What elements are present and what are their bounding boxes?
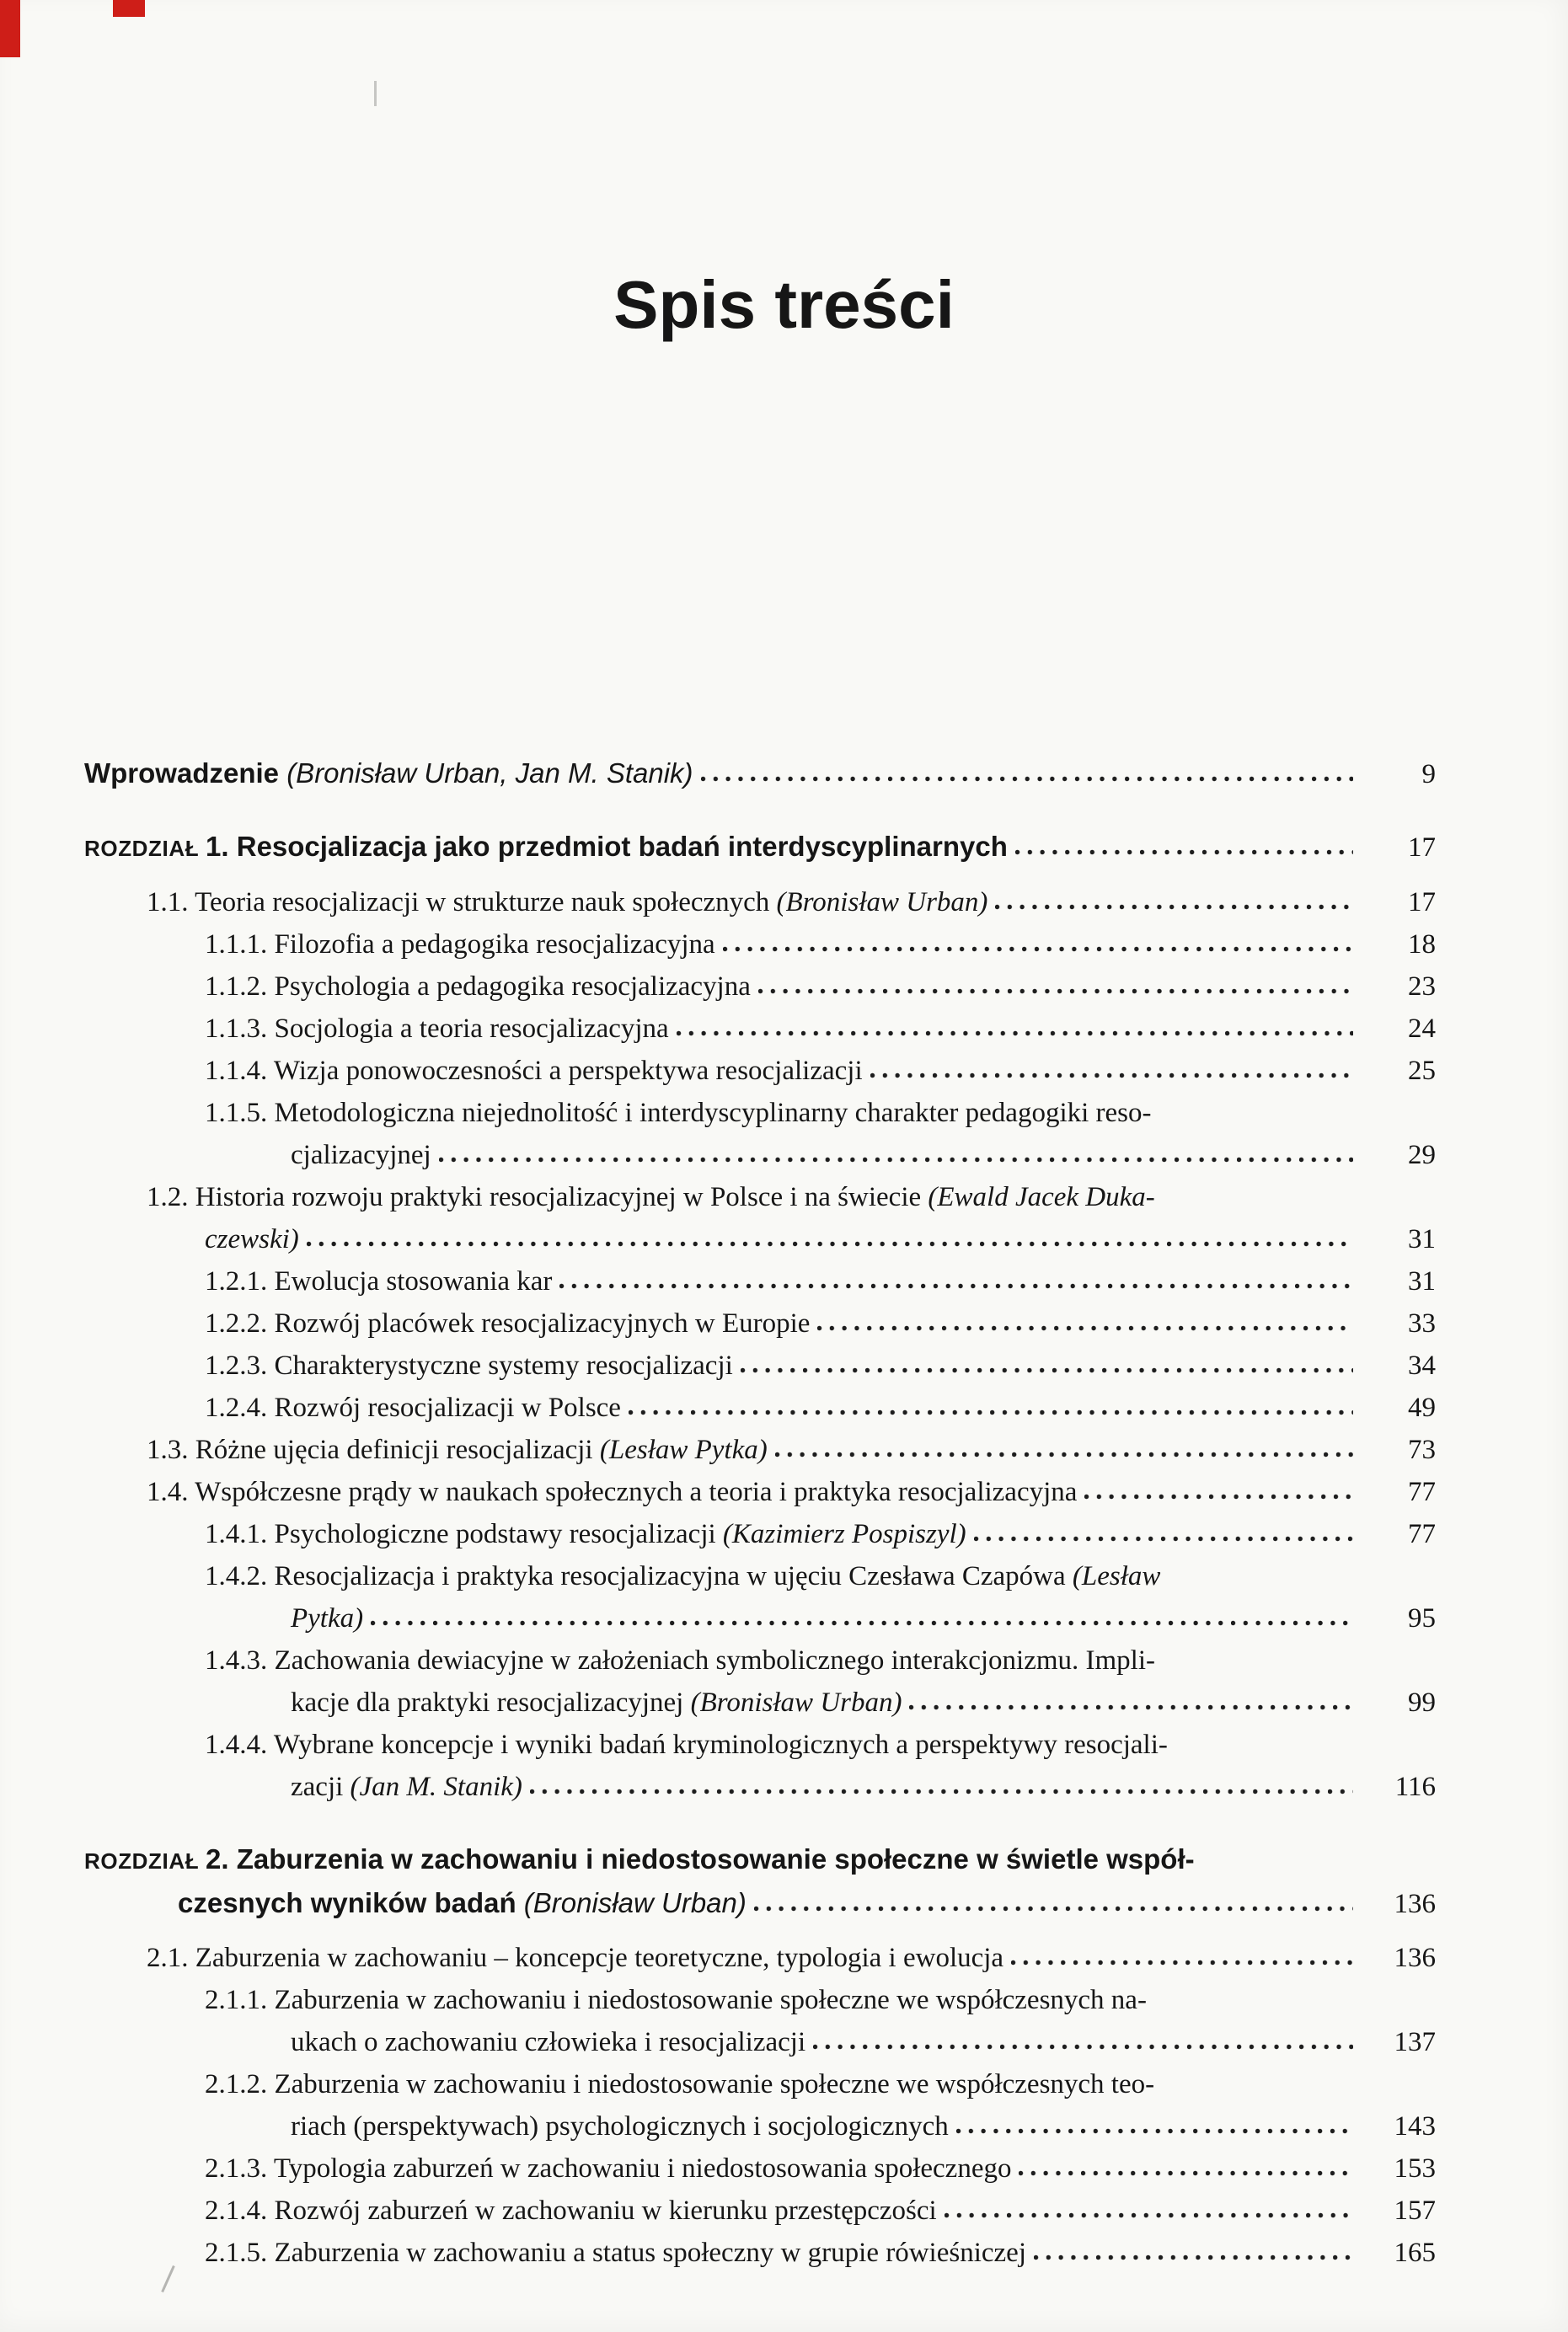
toc-row (84, 965, 1436, 1008)
page-number: 33 (1408, 1308, 1436, 1339)
toc-row (84, 1882, 1436, 1925)
toc-label: 2.1.1. Zaburzenia w zachowaniu i niedostosowanie społeczne we współczesnych na- (205, 1985, 1147, 2015)
dot-leader (439, 1157, 1353, 1163)
toc-row (84, 1387, 1436, 1429)
toc-label: 1.3. Różne ujęcia definicji resocjalizacji (147, 1435, 600, 1465)
toc-text (84, 1838, 1195, 1882)
toc-row (84, 1597, 1436, 1639)
toc-label: 1.4.2. Resocjalizacja i praktyka resocjalizacyjna w ujęciu Czesława Czapówa (205, 1561, 1073, 1591)
page-number: 136 (1394, 1943, 1436, 1973)
scan-artifact-tick (374, 81, 377, 106)
toc-entry-2-1-2 (84, 2063, 1436, 2147)
toc-label: 1. Resocjalizacja jako przedmiot badań interdyscyplinarnych (206, 831, 1008, 862)
dot-leader (723, 946, 1353, 952)
toc-row (84, 2105, 1436, 2147)
toc-label: 1.2.3. Charakterystyczne systemy resocjalizacji (205, 1351, 733, 1381)
toc-author: (Bronisław Urban) (776, 887, 988, 917)
toc-label: 1.1.4. Wizja ponowoczesności a perspektywa resocjalizacji (205, 1056, 863, 1086)
dot-leader (677, 1030, 1353, 1036)
dot-leader (741, 1367, 1353, 1373)
toc-label: 2.1. Zaburzenia w zachowaniu – koncepcje teoretyczne, typologia i ewolucja (147, 1943, 1004, 1973)
toc-label: 1.1. Teoria resocjalizacji w strukturze nauk społecznych (147, 887, 777, 917)
toc-entry-1-4-4 (84, 1724, 1436, 1808)
toc-text (205, 2190, 937, 2232)
page-number: 34 (1408, 1351, 1436, 1381)
page-number: 23 (1408, 971, 1436, 1002)
page-number: 18 (1408, 929, 1436, 960)
toc-row (84, 1260, 1436, 1302)
toc-entry-1-4-1 (84, 1513, 1436, 1555)
toc-text (205, 965, 751, 1008)
dot-leader (1011, 1960, 1353, 1966)
toc-text (205, 923, 715, 965)
dot-leader (775, 1452, 1353, 1458)
toc-entry-1-1-2 (84, 965, 1436, 1008)
toc-row (84, 1345, 1436, 1387)
dot-leader (945, 2212, 1353, 2218)
toc-entry-1-2-4 (84, 1387, 1436, 1429)
toc-text (84, 752, 693, 795)
toc-entry-2-1 (84, 1937, 1436, 1979)
toc-text (205, 1724, 1168, 1766)
toc-row (84, 2232, 1436, 2274)
toc-label: 2.1.5. Zaburzenia w zachowaniu a status społeczny w grupie rówieśniczej (205, 2238, 1026, 2268)
toc-author: (Bronisław Urban) (690, 1687, 902, 1718)
dot-leader (1084, 1494, 1353, 1500)
toc-row (84, 1979, 1436, 2021)
toc-row (84, 826, 1436, 869)
dot-leader (817, 1325, 1353, 1331)
toc-text (205, 1092, 1152, 1134)
toc-label: 1.1.2. Psychologia a pedagogika resocjalizacyjna (205, 971, 751, 1002)
dot-leader (956, 2128, 1353, 2134)
toc-label: zacji (291, 1772, 351, 1802)
toc-entry-1-1-4 (84, 1050, 1436, 1092)
toc-entry-1-1-1 (84, 923, 1436, 965)
toc-author: (Bronisław Urban, Jan M. Stanik) (286, 757, 693, 789)
toc-row (84, 1134, 1436, 1176)
toc-entry-1-1-5 (84, 1092, 1436, 1176)
toc-text (205, 1513, 966, 1555)
toc-label: cjalizacyjnej (291, 1140, 431, 1170)
toc-text (291, 2105, 949, 2147)
toc-row (84, 1724, 1436, 1766)
toc-author: (Lesław (1072, 1561, 1161, 1591)
toc-label: kacje dla praktyki resocjalizacyjnej (291, 1687, 691, 1718)
page-number: 116 (1394, 1772, 1436, 1802)
toc-label: 1.4.3. Zachowania dewiacyjne w założeniach symbolicznego interakcjonizmu. Impli- (205, 1645, 1155, 1676)
page-number: 77 (1408, 1519, 1436, 1549)
toc-label: 1.4.4. Wybrane koncepcje i wyniki badań kryminologicznych a perspektywy resocjali- (205, 1730, 1168, 1760)
toc-label: ROZDZIAŁ (84, 836, 206, 861)
toc-text (205, 1639, 1155, 1682)
dot-leader (870, 1072, 1353, 1078)
toc-entry-1-4-3 (84, 1639, 1436, 1724)
toc-row (84, 1682, 1436, 1724)
toc-author: (Lesław Pytka) (599, 1435, 768, 1465)
toc-entry-1-2 (84, 1176, 1436, 1260)
toc-row (84, 923, 1436, 965)
toc-label: 1.2.2. Rozwój placówek resocjalizacyjnych w Europie (205, 1308, 811, 1339)
toc-text (205, 1979, 1147, 2021)
toc-label: ROZDZIAŁ (84, 1848, 206, 1874)
toc-text (147, 1937, 1003, 1979)
toc-label: 2. Zaburzenia w zachowaniu i niedostosowanie społeczne w świetle współ- (206, 1843, 1195, 1875)
toc-text (291, 1134, 431, 1176)
page-number: 17 (1408, 832, 1436, 863)
toc-row (84, 1937, 1436, 1979)
toc-row (84, 1429, 1436, 1471)
toc-author: (Bronisław Urban) (523, 1887, 747, 1918)
toc-entry-1-3 (84, 1429, 1436, 1471)
toc-text (205, 1345, 733, 1387)
toc-text (147, 1471, 1077, 1513)
toc-text (205, 1302, 810, 1345)
toc-label: 1.2. Historia rozwoju praktyki resocjalizacyjnej w Polsce i na świecie (147, 1182, 928, 1212)
dot-leader (701, 776, 1353, 782)
page-number: 31 (1408, 1224, 1436, 1254)
page-number: 99 (1408, 1687, 1436, 1718)
toc-text (205, 1260, 552, 1302)
toc-text (147, 1429, 768, 1471)
dot-leader (1019, 2170, 1353, 2176)
toc-row (84, 1639, 1436, 1682)
page-number: 49 (1408, 1393, 1436, 1423)
toc-label: 2.1.4. Rozwój zaburzeń w zachowaniu w kierunku przestępczości (205, 2196, 937, 2226)
toc-text (205, 2147, 1011, 2190)
toc-row (84, 2063, 1436, 2105)
page-number: 95 (1408, 1603, 1436, 1634)
toc-text (205, 1050, 863, 1092)
toc-label: 2.1.2. Zaburzenia w zachowaniu i niedostosowanie społeczne we współczesnych teo- (205, 2069, 1155, 2099)
toc-row (84, 1008, 1436, 1050)
toc-entry-1-1 (84, 881, 1436, 923)
page-number: 24 (1408, 1014, 1436, 1044)
page-number: 137 (1394, 2027, 1436, 2057)
toc-text (205, 1218, 299, 1260)
dot-leader (1034, 2254, 1353, 2260)
toc-row (84, 1218, 1436, 1260)
dot-leader (629, 1409, 1353, 1415)
page-number: 9 (1421, 759, 1436, 789)
toc-entry-1-4 (84, 1471, 1436, 1513)
toc-text (205, 1387, 621, 1429)
toc-row (84, 1766, 1436, 1808)
toc-entry-1-2-1 (84, 1260, 1436, 1302)
dot-leader (307, 1241, 1353, 1247)
page-number: 31 (1408, 1266, 1436, 1297)
toc-label: 1.1.5. Metodologiczna niejednolitość i interdyscyplinarny charakter pedagogiki reso- (205, 1098, 1152, 1128)
toc-entry-1-2-3 (84, 1345, 1436, 1387)
dot-leader (1015, 849, 1353, 855)
toc-author: (Jan M. Stanik) (350, 1772, 522, 1802)
toc-row (84, 2021, 1436, 2063)
toc-author: czewski) (205, 1224, 299, 1254)
toc-text (291, 1597, 363, 1639)
toc-row (84, 1513, 1436, 1555)
toc-entry-1-1-3 (84, 1008, 1436, 1050)
page-number: 29 (1408, 1140, 1436, 1170)
toc-text (291, 1682, 902, 1724)
toc-label: 1.2.4. Rozwój resocjalizacji w Polsce (205, 1393, 621, 1423)
scan-artifact-red-left-icon (0, 0, 20, 57)
dot-leader (813, 2044, 1353, 2050)
page-number: 153 (1394, 2153, 1436, 2184)
dot-leader (974, 1536, 1353, 1542)
toc-entry-2-1-5 (84, 2232, 1436, 2274)
scan-artifact-red-top-icon (113, 0, 145, 17)
toc-text (147, 881, 987, 923)
toc-entry-2-1-4 (84, 2190, 1436, 2232)
dot-leader (754, 1906, 1353, 1912)
toc-label: 2.1.3. Typologia zaburzeń w zachowaniu i niedostosowania społecznego (205, 2153, 1012, 2184)
toc-entry-rozdzial-1 (84, 826, 1436, 869)
dot-leader (758, 988, 1353, 994)
toc-row (84, 752, 1436, 795)
toc-row (84, 1302, 1436, 1345)
page-number: 157 (1394, 2196, 1436, 2226)
page-number: 73 (1408, 1435, 1436, 1465)
toc-row (84, 1176, 1436, 1218)
toc-text (84, 826, 1008, 869)
toc-entry-2-1-1 (84, 1979, 1436, 2063)
toc-label: 1.1.3. Socjologia a teoria resocjalizacyjna (205, 1014, 669, 1044)
dot-leader (909, 1704, 1353, 1710)
toc-label: Wprowadzenie (84, 757, 287, 789)
toc-row (84, 1838, 1436, 1882)
page-number: 17 (1408, 887, 1436, 917)
dot-leader (371, 1620, 1353, 1626)
toc-entry-2-1-3 (84, 2147, 1436, 2190)
toc-text (291, 2021, 805, 2063)
toc-author: Pytka) (291, 1603, 364, 1634)
page-number: 136 (1394, 1889, 1436, 1919)
page-number: 77 (1408, 1477, 1436, 1507)
toc-text (178, 1882, 747, 1925)
toc-text (147, 1176, 1155, 1218)
toc-text (205, 1008, 669, 1050)
toc-text (205, 2063, 1154, 2105)
toc-label: 1.4. Współczesne prądy w naukach społecznych a teoria i praktyka resocjalizacyjna (147, 1477, 1078, 1507)
toc-text (291, 1766, 522, 1808)
toc-entry-1-4-2 (84, 1555, 1436, 1639)
toc-row (84, 1050, 1436, 1092)
page-number: 143 (1394, 2111, 1436, 2142)
page-number: 165 (1394, 2238, 1436, 2268)
toc-row (84, 2147, 1436, 2190)
page-number: 25 (1408, 1056, 1436, 1086)
toc-author: (Kazimierz Pospiszyl) (722, 1519, 966, 1549)
toc-row (84, 1471, 1436, 1513)
toc-author: (Ewald Jacek Duka- (928, 1182, 1155, 1212)
table-of-contents (84, 752, 1436, 2274)
toc-entry-1-2-2 (84, 1302, 1436, 1345)
toc-label: 1.1.1. Filozofia a pedagogika resocjalizacyjna (205, 929, 715, 960)
toc-row (84, 1092, 1436, 1134)
page-title: Spis treści (613, 267, 955, 342)
toc-label: czesnych wyników badań (178, 1887, 524, 1918)
toc-text (205, 2232, 1026, 2274)
toc-row (84, 2190, 1436, 2232)
dot-leader (559, 1283, 1353, 1289)
toc-label: 1.4.1. Psychologiczne podstawy resocjalizacji (205, 1519, 723, 1549)
toc-row (84, 1555, 1436, 1597)
toc-text (205, 1555, 1160, 1597)
dot-leader (530, 1789, 1353, 1794)
toc-label: 1.2.1. Ewolucja stosowania kar (205, 1266, 553, 1297)
toc-row (84, 881, 1436, 923)
toc-entry-wprowadzenie (84, 752, 1436, 795)
dot-leader (995, 904, 1353, 910)
toc-label: ukach o zachowaniu człowieka i resocjalizacji (291, 2027, 806, 2057)
toc-entry-rozdzial-2 (84, 1838, 1436, 1925)
toc-label: riach (perspektywach) psychologicznych i socjologicznych (291, 2111, 949, 2142)
